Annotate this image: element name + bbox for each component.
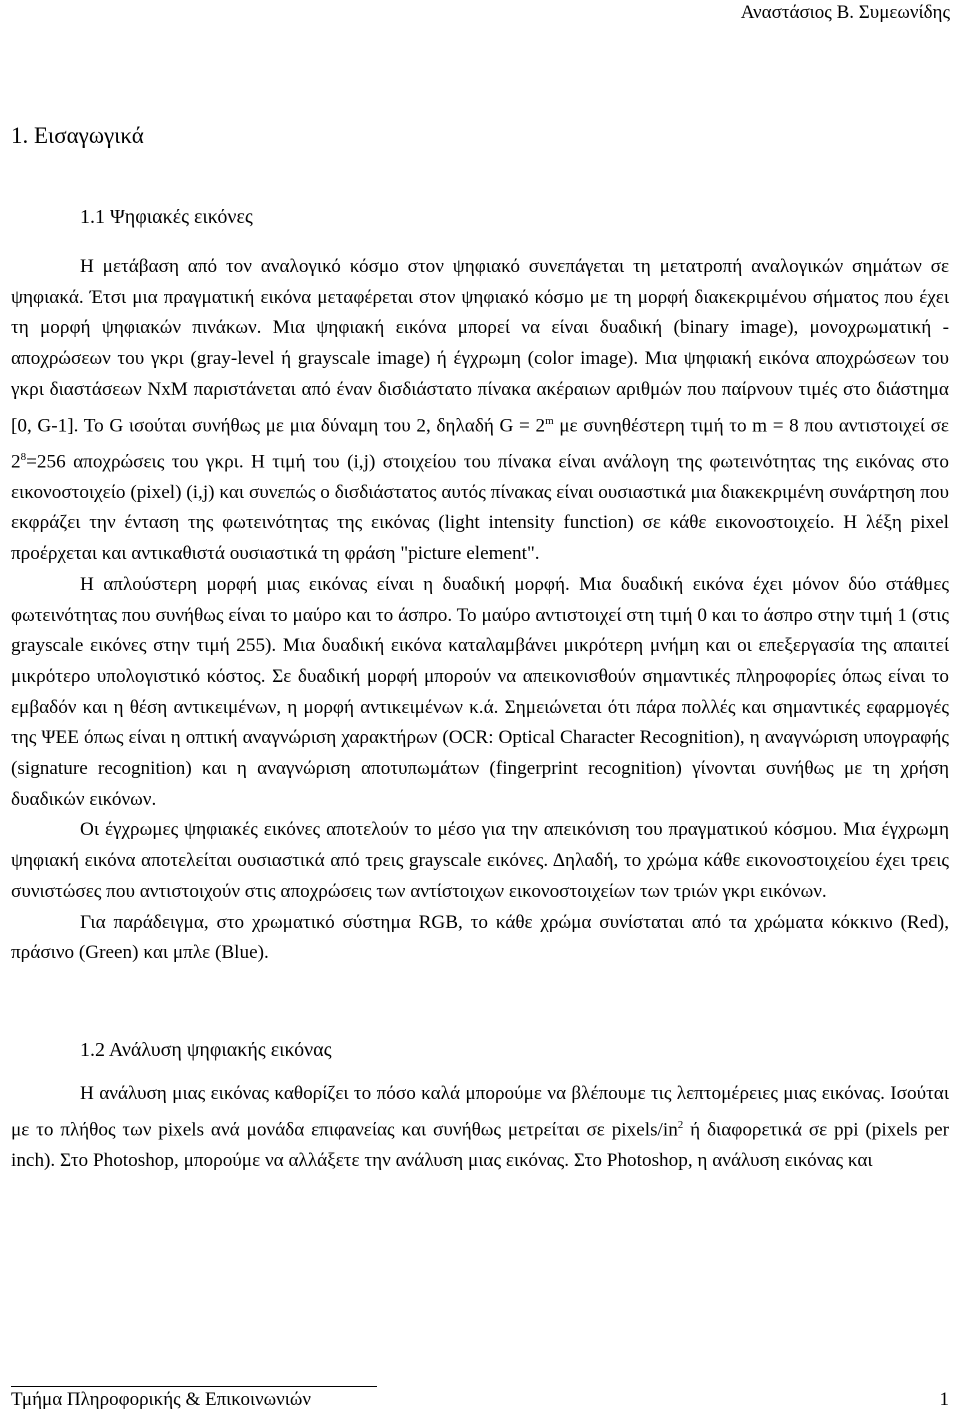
paragraph: Η απλούστερη μορφή μιας εικόνας είναι η δυαδική μορφή. Μια δυαδική εικόνα έχει μόνον δύο στάθμες φωτεινότητας που συνήθως είναι το μαύρο και το άσπρο. Το μαύρο αντιστοιχεί στη τιμή 0 και το άσπρο στην τιμή 1 (στις grayscale εικόνες στην τιμή 255). Μια δυαδική εικόνα καταλαμβάνει μικρότερη μνήμη και οι επεξεργασία της απαιτεί μικρότερο υπολογιστικό κόστος. Σε δυαδική μορφή μπορούν να απεικονισθούν σημαντικές πληροφορίες όπως είναι το εμβαδόν και η θέση αντικειμένων, η μορφή αντικειμένων κ.ά. Σημειώνεται ότι πάρα πολλές και σημαντικές εφαρμογές της ΨΕΕ όπως είναι η οπτική αναγνώριση χαρακτήρων (OCR: Optical Character Recognition), η αναγνώριση υπογραφής (signature recognition) και η αναγνώριση αποτυπωμάτων (fingerprint recognition) γίνονται συνήθως με τη χρήση δυαδικών εικόνων. [11, 573, 949, 810]
paragraph [11, 1079, 949, 1177]
section-title-1-1: 1.1 Ψηφιακές εικόνες [80, 206, 253, 228]
paragraph-text: με συνηθέστερη τιμή το m = 8 που αντιστοιχεί σε 2 [11, 414, 949, 472]
page-number: 1 [939, 1389, 949, 1410]
chapter-title: 1. Εισαγωγικά [11, 123, 144, 148]
superscript: m [545, 414, 554, 427]
superscript: 2 [677, 1118, 684, 1131]
paragraph-text: Η ανάλυση μιας εικόνας καθορίζει το πόσο καλά μπορούμε να βλέπουμε τις λεπτομέρειες μιας εικόνας. Ισούται με το πλήθος των pixels ανά μονάδα επιφανείας και συνήθως μετρείται σε pixels/in [11, 1082, 949, 1141]
paragraph-text: =256 αποχρώσεις του γκρι. Η τιμή του (i,j) στοιχείου του πίνακα είναι ανάλογη της φωτεινότητας της εικόνας στο εικονοστοιχείο (pixel) (i,j) και συνεπώς ο δισδιάστατος αυτός πίνακας είναι ουσιαστικά μια διακεκριμένη συνάρτηση που εκφράζει την ένταση της φωτεινότητας της εικόνας (light intensity function) σε κάθε εικονοστοιχείο. Η λέξη pixel προέρχεται και αντικαθιστά ουσιαστικά τη φράση "picture element". [11, 451, 949, 565]
running-header-author: Αναστάσιος Β. Συμεωνίδης [740, 2, 950, 23]
paragraph-text: ή διαφορετικά σε ppi (pixels per inch). Στο Photoshop, μπορούμε να αλλάξετε την ανάλυση μιας εικόνας. Στο Photoshop, η ανάλυση εικόνας και [11, 1119, 949, 1171]
paragraph: Οι έγχρωμες ψηφιακές εικόνες αποτελούν το μέσο για την απεικόνιση του πραγματικού κόσμου. Μια έγχρωμη ψηφιακή εικόνα αποτελείται ουσιαστικά από τρεις grayscale εικόνες. Δηλαδή, το χρώμα κάθε εικονοστοιχείου έχει τρεις συνιστώσες που αντιστοιχούν στις αποχρώσεις των αντίστοιχων εικονοστοιχείων των τριών γκρι εικόνων. [11, 819, 949, 902]
footer-department: Τμήμα Πληροφορικής & Επικοινωνιών [11, 1389, 311, 1410]
section-title-1-2: 1.2 Ανάλυση ψηφιακής εικόνας [80, 1038, 332, 1061]
paragraph-text: Η μετάβαση από τον αναλογικό κόσμο στον ψηφιακό συνεπάγεται τη μετατροπή αναλογικών σημάτων σε ψηφιακά. Έτσι μια πραγματική εικόνα μεταφέρεται στον ψηφιακό κόσμο με τη μορφή διακεκριμένου σήματος που έχει τη μορφή ψηφιακών πινάκων. Μια ψηφιακή εικόνα μπορεί να είναι δυαδική (binary image), μονοχρωματική - αποχρώσεων του γκρι (gray-level ή grayscale image) ή έγχρωμη (color image). Μια ψηφιακή εικόνα αποχρώσεων του γκρι διαστάσεων NxM παριστάνεται από έναν δισδιάστατο πίνακα ακέραιων αριθμών που παίρνουν τιμές στο διάστημα [0, G-1]. Το G ισούται συνήθως με μια δύναμη του 2, δηλαδή G = 2 [11, 256, 949, 436]
paragraph: Για παράδειγμα, στο χρωματικό σύστημα RGB, το κάθε χρώμα συνίσταται από τα χρώματα κόκκινο (Red), πράσινο (Green) και μπλε (Blue). [11, 911, 949, 964]
paragraph [11, 252, 949, 570]
page-body [11, 104, 949, 1176]
superscript: 8 [20, 450, 27, 463]
